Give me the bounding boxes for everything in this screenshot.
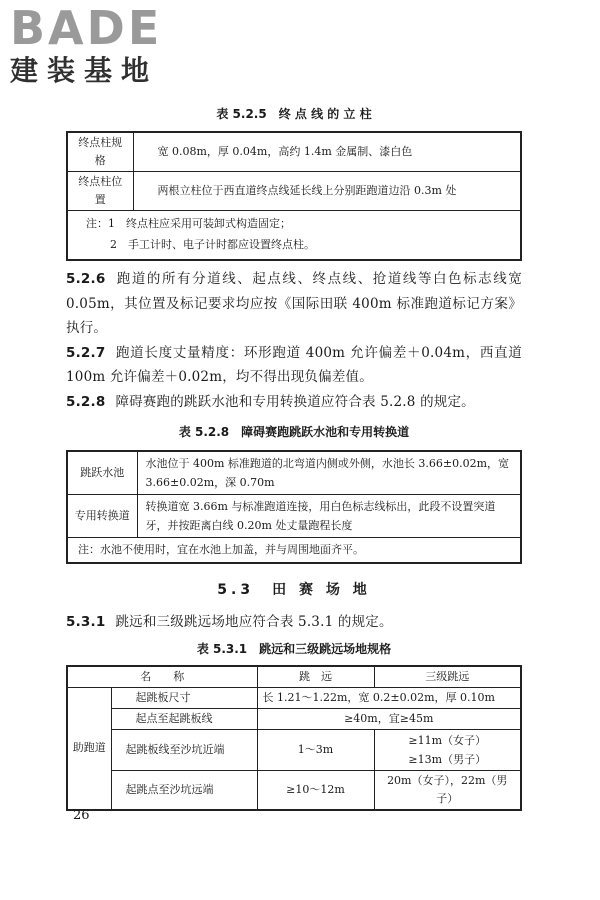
table-cell-label: 终点柱规格 xyxy=(67,132,133,172)
clause-text: 障碍赛跑的跳跃水池和专用转换道应符合表 5.2.8 的规定。 xyxy=(115,393,475,410)
table-5-2-8-caption: 表 5.2.8 障碍赛跑跳跃水池和专用转换道 xyxy=(178,425,410,439)
table-cell-value: 转换道宽 3.66m 与标准跑道连接，用白色标志线标出，此段不设置突道牙，并按距离白线 0.20m 处丈量跑程长度 xyxy=(137,495,521,538)
triple-jump-female: ≥11m（女子） xyxy=(408,733,487,747)
table-cell-name: 起点至起跳板线 xyxy=(111,708,257,729)
logo-wordmark: BADE xyxy=(10,4,163,52)
page-number: 26 xyxy=(73,808,90,823)
table-5-3-1-caption: 表 5.3.1 跳远和三级跳远场地规格 xyxy=(196,641,392,656)
table-cell-label: 终点柱位置 xyxy=(67,172,133,211)
clause-number: 5.3.1 xyxy=(66,614,106,630)
header-name: 名 称 xyxy=(67,666,257,688)
clause-text: 跑道长度丈量精度：环形跑道 400m 允许偏差＋0.04m，西直道 100m 允许偏差＋0.02m，均不得出现负偏差值。 xyxy=(66,344,522,385)
table-row xyxy=(67,729,521,770)
table-cell-name: 起跳点至沙坑远端 xyxy=(111,770,257,810)
table-cell-long-jump: 1～3m xyxy=(257,729,374,770)
header-triple-jump: 三级跳远 xyxy=(374,666,521,688)
table-note: 注：水池不使用时，宜在水池上加盖，并与周围地面齐平。 xyxy=(67,538,521,564)
table-note: 2 手工计时、电子计时都应设置终点柱。 xyxy=(110,238,315,251)
clause-5-2-8 xyxy=(66,390,522,415)
clause-number: 5.2.7 xyxy=(66,344,106,361)
table-note: 注：1 终点柱应采用可装卸式构造固定； xyxy=(86,217,291,230)
logo-chinese-name: 建装基地 xyxy=(10,54,159,87)
bade-logo xyxy=(10,4,180,88)
clause-text: 跑道的所有分道线、起点线、终点线、抢道线等白色标志线宽 0.05m，其位置及标记要求均应按《国际田联 400m 标准跑道标记方案》执行。 xyxy=(66,271,522,336)
table-row xyxy=(67,132,521,172)
clause-5-2-6 xyxy=(66,267,522,341)
group-label-runway: 助跑道 xyxy=(67,687,111,810)
table-row xyxy=(67,708,521,729)
table-5-3-1 xyxy=(66,665,522,811)
section-heading: 5.3 田 赛 场 地 xyxy=(217,582,371,598)
table-cell-label: 跳跃水池 xyxy=(67,451,137,495)
table-cell-value: ≥40m，宜≥45m xyxy=(257,708,521,729)
table-cell-label: 专用转换道 xyxy=(67,495,137,538)
table-5-2-8 xyxy=(66,450,522,564)
table-row xyxy=(67,687,521,708)
table-cell-triple-jump xyxy=(374,729,521,770)
table-row xyxy=(67,172,521,211)
table-cell-value: 水池位于 400m 标准跑道的北弯道内侧或外侧，水池长 3.66±0.02m，宽 3.66±0.02m，深 0.70m xyxy=(137,451,521,495)
clause-5-3-1 xyxy=(66,610,522,635)
table-5-2-5 xyxy=(66,131,522,261)
triple-jump-male: ≥13m（男子） xyxy=(408,752,487,766)
clause-number: 5.2.8 xyxy=(66,393,106,410)
document-page xyxy=(66,106,522,811)
table-row xyxy=(67,770,521,810)
table-cell-name: 起跳板尺寸 xyxy=(111,687,257,708)
table-header-row xyxy=(67,666,521,688)
table-cell-value: 长 1.21～1.22m，宽 0.2±0.02m，厚 0.10m xyxy=(257,687,521,708)
table-cell-long-jump: ≥10～12m xyxy=(257,770,374,810)
table-5-2-5-caption: 表 5.2.5 终 点 线 的 立 柱 xyxy=(216,107,372,121)
table-row xyxy=(67,495,521,538)
table-note-row xyxy=(67,211,521,261)
table-row xyxy=(67,451,521,495)
clause-5-2-7 xyxy=(66,341,522,390)
clause-text: 跳远和三级跳远场地应符合表 5.3.1 的规定。 xyxy=(115,614,393,630)
table-cell-name: 起跳板线至沙坑近端 xyxy=(111,729,257,770)
table-cell-value: 两根立柱位于西直道终点线延长线上分别距跑道边沿 0.3m 处 xyxy=(133,172,521,211)
table-note-row xyxy=(67,538,521,564)
header-long-jump: 跳 远 xyxy=(257,666,374,688)
clause-number: 5.2.6 xyxy=(66,271,106,287)
table-cell-value: 宽 0.08m，厚 0.04m，高约 1.4m 金属制、漆白色 xyxy=(133,132,521,172)
table-cell-triple-jump: 20m（女子），22m（男子） xyxy=(374,770,521,810)
